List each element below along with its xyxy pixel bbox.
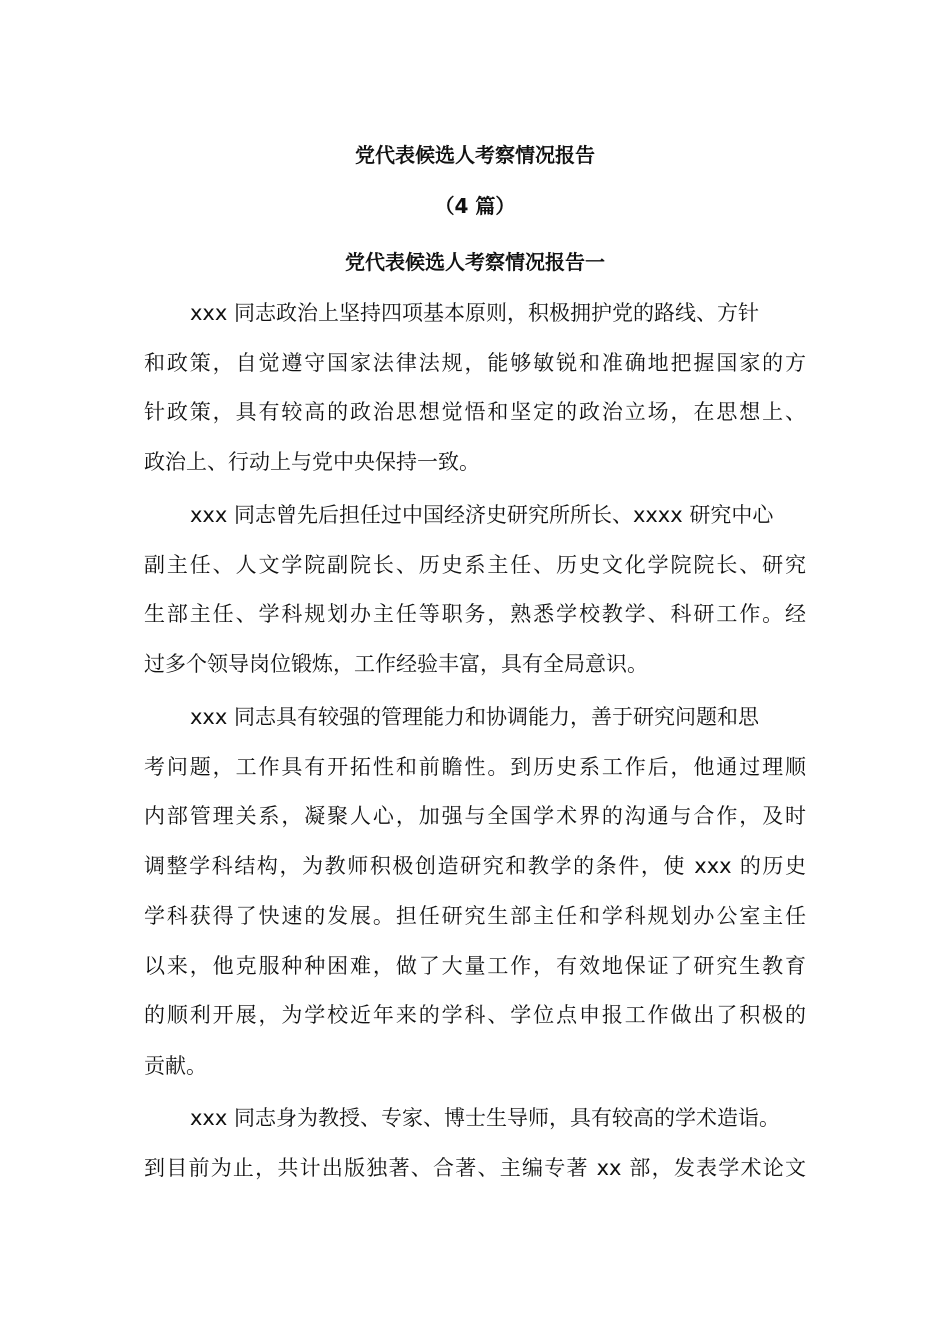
text-line: 内部管理关系，凝聚人心，加强与全国学术界的沟通与合作，及时 [144,804,806,828]
text-line: 调整学科结构，为教师积极创造研究和教学的条件，使 xxx 的历史 [144,854,806,878]
text-line: xxx 同志政治上坚持四项基本原则，积极拥护党的路线、方针 [190,301,759,325]
text-line: 考问题，工作具有开拓性和前瞻性。到历史系工作后，他通过理顺 [144,755,806,779]
text-line: 针政策，具有较高的政治思想觉悟和坚定的政治立场，在思想上、 [144,400,806,424]
text-line: xxx 同志身为教授、专家、博士生导师，具有较高的学术造诣。 [190,1106,780,1130]
text-line: 到目前为止，共计出版独著、合著、主编专著 xx 部，发表学术论文 [144,1156,806,1180]
text-line: 副主任、人文学院副院长、历史系主任、历史文化学院院长、研究 [144,553,806,577]
text-line: 生部主任、学科规划办主任等职务，熟悉学校教学、科研工作。经 [144,602,806,626]
document-title: 党代表候选人考察情况报告 [355,143,595,167]
text-line: 的顺利开展，为学校近年来的学科、学位点申报工作做出了积极的 [144,1003,806,1027]
text-line: 以来，他克服种种困难，做了大量工作，有效地保证了研究生教育 [144,954,806,978]
text-line: 贡献。 [144,1054,207,1078]
text-line: 学科获得了快速的发展。担任研究生部主任和学科规划办公室主任 [144,904,806,928]
text-line: 政治上、行动上与党中央保持一致。 [144,450,480,474]
text-line: xxx 同志曾先后担任过中国经济史研究所所长、xxxx 研究中心 [190,503,774,527]
text-line: xxx 同志具有较强的管理能力和协调能力，善于研究问题和思 [190,705,759,729]
section-title: 党代表候选人考察情况报告一 [345,250,605,274]
text-line: 和政策，自觉遵守国家法律法规，能够敏锐和准确地把握国家的方 [144,351,806,375]
article-count: （4 篇） [434,194,516,218]
text-line: 过多个领导岗位锻炼，工作经验丰富，具有全局意识。 [144,652,648,676]
